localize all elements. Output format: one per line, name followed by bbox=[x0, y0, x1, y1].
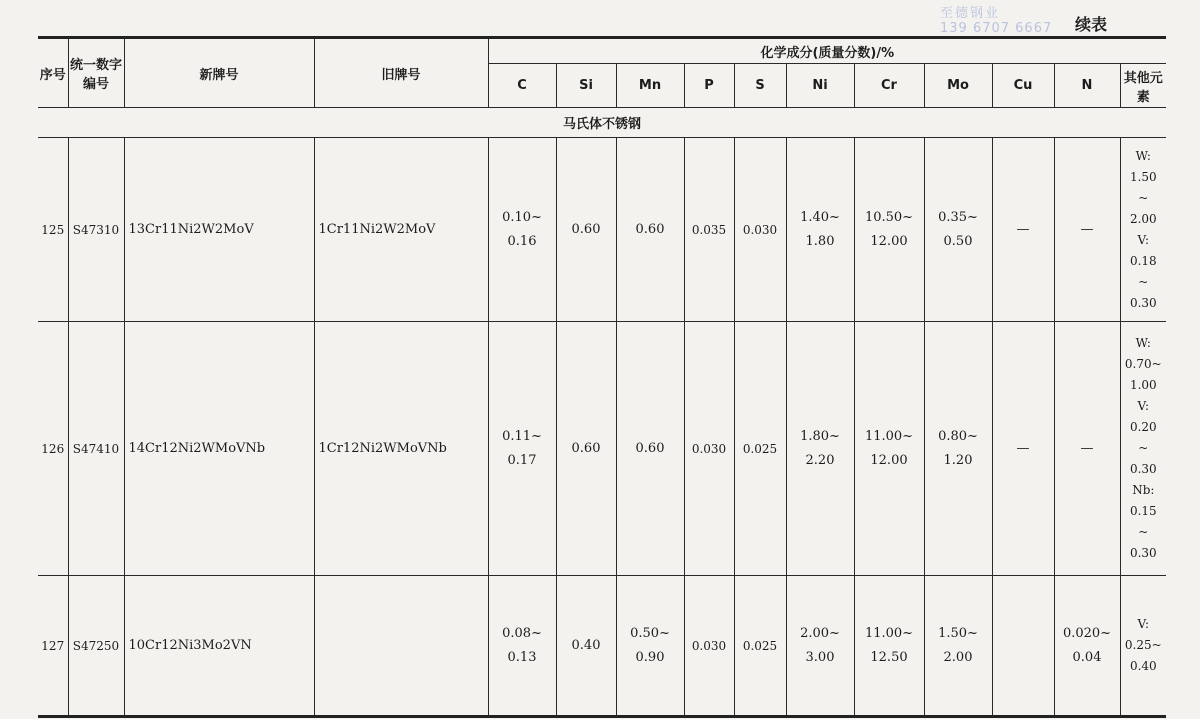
cell-line: 1.00 bbox=[1129, 378, 1157, 392]
cell-line: 0.25~ bbox=[1124, 638, 1162, 652]
cell-line: ~ bbox=[1138, 274, 1149, 289]
cell-line: 0.04 bbox=[1072, 649, 1102, 665]
cell-line: 0.17 bbox=[507, 452, 537, 468]
header-composition: 化学成分(质量分数)/% bbox=[488, 38, 1166, 64]
cell-c bbox=[488, 322, 556, 576]
cell-line: 0.50 bbox=[943, 233, 973, 249]
cell-Cu bbox=[992, 576, 1054, 717]
cell-P: 0.035 bbox=[684, 138, 734, 322]
cell-line: 0.20 bbox=[1129, 420, 1157, 434]
cell-mo bbox=[924, 576, 992, 717]
cell-line: V: bbox=[1137, 232, 1150, 247]
cell-new-grade: 10Cr12Ni3Mo2VN bbox=[124, 576, 314, 717]
cell-line: 0.18 bbox=[1129, 253, 1157, 268]
header-element-s: S bbox=[734, 64, 786, 108]
cell-line: V: bbox=[1137, 617, 1150, 631]
cell-line: 0.15 bbox=[1129, 504, 1157, 518]
cell-line: 0.60 bbox=[635, 221, 665, 237]
cell-line: 1.80~ bbox=[800, 428, 840, 444]
cell-Cu: — bbox=[992, 138, 1054, 322]
cell-c bbox=[488, 138, 556, 322]
header-element-cu: Cu bbox=[992, 64, 1054, 108]
cell-other bbox=[1120, 138, 1166, 322]
header-element-mn: Mn bbox=[616, 64, 684, 108]
cell-Si: 0.60 bbox=[556, 138, 616, 322]
header-old-grade: 旧牌号 bbox=[314, 38, 488, 108]
cell-n bbox=[1054, 322, 1120, 576]
cell-mo bbox=[924, 322, 992, 576]
watermark-line1: 至德钢业 bbox=[940, 6, 1001, 21]
cell-mn bbox=[616, 576, 684, 717]
cell-line: 0.60 bbox=[635, 440, 665, 456]
cell-line: W: bbox=[1135, 336, 1151, 350]
cell-n bbox=[1054, 138, 1120, 322]
cell-line: 0.08~ bbox=[502, 625, 542, 641]
cell-line: 1.50 bbox=[1129, 169, 1157, 184]
cell-line: ~ bbox=[1138, 441, 1149, 455]
cell-line: 12.00 bbox=[870, 452, 908, 468]
cell-line: 0.11~ bbox=[502, 428, 542, 444]
cell-mo bbox=[924, 138, 992, 322]
cell-other bbox=[1120, 322, 1166, 576]
cell-other bbox=[1120, 576, 1166, 717]
cell-mn bbox=[616, 138, 684, 322]
continued-label: 续表 bbox=[1075, 15, 1108, 34]
watermark-line2: 139 6707 6667 bbox=[940, 21, 1053, 36]
cell-P: 0.030 bbox=[684, 322, 734, 576]
table-row bbox=[38, 138, 1166, 322]
cell-line: V: bbox=[1137, 399, 1150, 413]
cell-line: 0.13 bbox=[507, 649, 537, 665]
cell-line: 1.40~ bbox=[800, 209, 840, 225]
cell-line: 3.00 bbox=[805, 649, 835, 665]
cell-mn bbox=[616, 322, 684, 576]
cell-line: ~ bbox=[1138, 190, 1149, 205]
section-title: 马氏体不锈钢 bbox=[38, 108, 1166, 138]
cell-line: 1.80 bbox=[805, 233, 835, 249]
cell-line: — bbox=[1080, 221, 1094, 237]
header-other: 其他元素 bbox=[1120, 64, 1166, 108]
cell-line: 2.00 bbox=[943, 649, 973, 665]
cell-line: 1.20 bbox=[943, 452, 973, 468]
cell-line: W: bbox=[1135, 148, 1151, 163]
cell-ni bbox=[786, 576, 854, 717]
cell-code: S47310 bbox=[68, 138, 124, 322]
cell-c bbox=[488, 576, 556, 717]
header-element-cr: Cr bbox=[854, 64, 924, 108]
cell-line: 0.35~ bbox=[938, 209, 978, 225]
cell-line: 0.90 bbox=[635, 649, 665, 665]
cell-line: 0.30 bbox=[1129, 295, 1157, 310]
cell-line: 2.00~ bbox=[800, 625, 840, 641]
cell-line: 0.70~ bbox=[1124, 357, 1162, 371]
cell-line: 0.40 bbox=[1129, 659, 1157, 673]
cell-line: 0.50~ bbox=[630, 625, 670, 641]
table-row bbox=[38, 322, 1166, 576]
cell-line: 2.20 bbox=[805, 452, 835, 468]
cell-line: Nb: bbox=[1132, 483, 1155, 497]
header-element-mo: Mo bbox=[924, 64, 992, 108]
header-seq: 序号 bbox=[38, 38, 68, 108]
cell-line: 11.00~ bbox=[864, 428, 914, 444]
header-new-grade: 新牌号 bbox=[124, 38, 314, 108]
cell-line: 0.80~ bbox=[938, 428, 978, 444]
cell-old-grade: 1Cr12Ni2WMoVNb bbox=[314, 322, 488, 576]
cell-line: 0.16 bbox=[507, 233, 537, 249]
header-code: 统一数字编号 bbox=[68, 38, 124, 108]
cell-line: 0.30 bbox=[1129, 462, 1157, 476]
header-element-si: Si bbox=[556, 64, 616, 108]
cell-S: 0.025 bbox=[734, 322, 786, 576]
cell-seq: 126 bbox=[38, 322, 68, 576]
cell-line: 1.50~ bbox=[938, 625, 978, 641]
cell-ni bbox=[786, 138, 854, 322]
header-element-c: C bbox=[488, 64, 556, 108]
cell-cr bbox=[854, 138, 924, 322]
cell-P: 0.030 bbox=[684, 576, 734, 717]
cell-line: ~ bbox=[1138, 525, 1149, 539]
cell-cr bbox=[854, 322, 924, 576]
cell-line: 12.00 bbox=[870, 233, 908, 249]
cell-code: S47410 bbox=[68, 322, 124, 576]
header-element-ni: Ni bbox=[786, 64, 854, 108]
cell-Cu: — bbox=[992, 322, 1054, 576]
cell-new-grade: 14Cr12Ni2WMoVNb bbox=[124, 322, 314, 576]
composition-table bbox=[38, 36, 1166, 718]
cell-S: 0.025 bbox=[734, 576, 786, 717]
table-row bbox=[38, 576, 1166, 717]
cell-n bbox=[1054, 576, 1120, 717]
cell-cr bbox=[854, 576, 924, 717]
cell-line: 10.50~ bbox=[864, 209, 914, 225]
cell-line: 12.50 bbox=[870, 649, 908, 665]
cell-new-grade: 13Cr11Ni2W2MoV bbox=[124, 138, 314, 322]
cell-code: S47250 bbox=[68, 576, 124, 717]
cell-old-grade: 1Cr11Ni2W2MoV bbox=[314, 138, 488, 322]
cell-line: 0.020~ bbox=[1062, 625, 1112, 641]
cell-line: 0.30 bbox=[1129, 546, 1157, 560]
cell-S: 0.030 bbox=[734, 138, 786, 322]
cell-old-grade bbox=[314, 576, 488, 717]
cell-ni bbox=[786, 322, 854, 576]
cell-line: 11.00~ bbox=[864, 625, 914, 641]
cell-Si: 0.60 bbox=[556, 322, 616, 576]
cell-line: — bbox=[1080, 440, 1094, 456]
cell-seq: 125 bbox=[38, 138, 68, 322]
cell-line: 2.00 bbox=[1129, 211, 1157, 226]
watermark bbox=[940, 6, 1052, 36]
cell-seq: 127 bbox=[38, 576, 68, 717]
header-element-n: N bbox=[1054, 64, 1120, 108]
header-element-p: P bbox=[684, 64, 734, 108]
cell-line: 0.10~ bbox=[502, 209, 542, 225]
cell-Si: 0.40 bbox=[556, 576, 616, 717]
